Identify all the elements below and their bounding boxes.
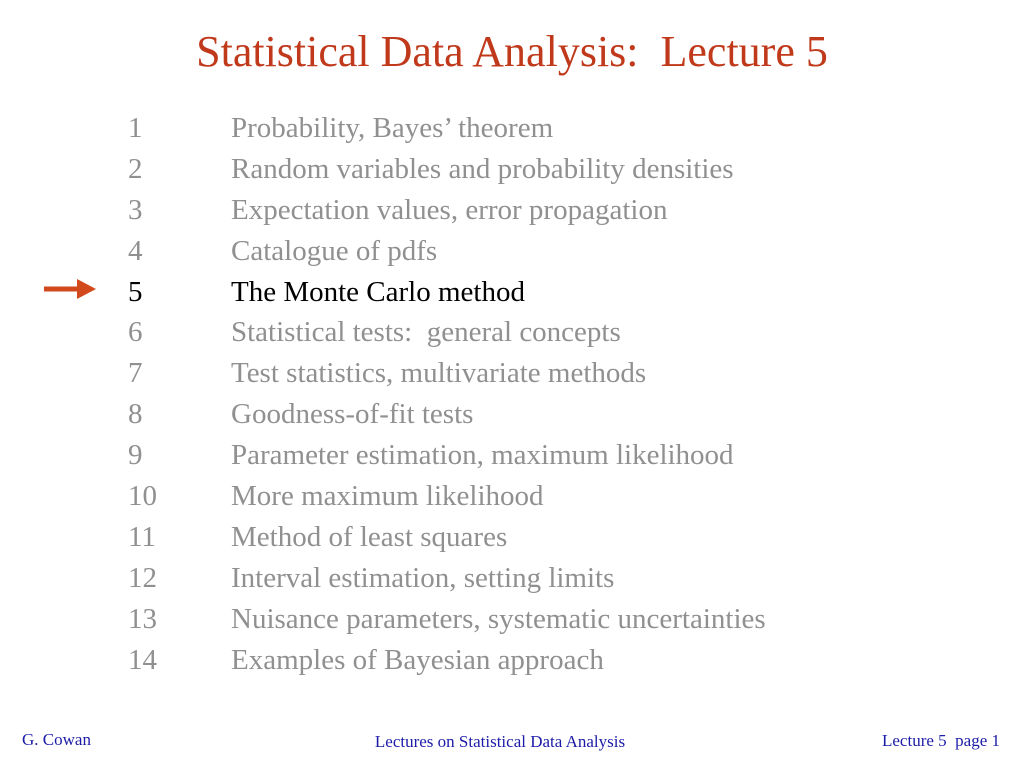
- lecture-topic: Method of least squares: [231, 520, 508, 553]
- lecture-list-item: [128, 108, 988, 149]
- lecture-list-item: [128, 353, 988, 394]
- lecture-list-item: [128, 394, 988, 435]
- lecture-topic: Test statistics, multivariate methods: [231, 357, 647, 390]
- lecture-number: 2: [128, 152, 143, 185]
- lecture-number: 5: [128, 275, 143, 308]
- lecture-number: 6: [128, 316, 143, 349]
- lecture-list-item: [128, 435, 988, 476]
- slide-title: Statistical Data Analysis: Lecture 5: [196, 27, 828, 76]
- lecture-number: 3: [128, 193, 143, 226]
- lecture-list-item: [128, 517, 988, 558]
- lecture-number: 9: [128, 439, 143, 472]
- lecture-topic: Goodness-of-fit tests: [231, 398, 474, 431]
- footer-course-title: Lectures on Statistical Data Analysis: [374, 732, 626, 751]
- lecture-list-item: [128, 190, 988, 231]
- lecture-list-item: [128, 149, 988, 190]
- lecture-list-item: [128, 558, 988, 599]
- lecture-topic: Examples of Bayesian approach: [231, 643, 604, 676]
- footer-page-number: Lecture 5 page 1: [882, 731, 1000, 750]
- lecture-number: 8: [128, 398, 143, 431]
- lecture-topic: The Monte Carlo method: [231, 275, 525, 308]
- lecture-number: 11: [128, 520, 156, 553]
- lecture-topic: Statistical tests: general concepts: [231, 316, 621, 349]
- lecture-topic: More maximum likelihood: [231, 479, 544, 512]
- lecture-topic: Expectation values, error propagation: [231, 193, 668, 226]
- lecture-topic: Nuisance parameters, systematic uncertainties: [231, 602, 766, 635]
- lecture-number: 10: [128, 479, 157, 512]
- lecture-list-item: [128, 272, 988, 313]
- lecture-list-item: [128, 599, 988, 640]
- lecture-topic: Random variables and probability densities: [231, 152, 734, 185]
- right-arrow-icon: [44, 278, 96, 300]
- lecture-number: 12: [128, 561, 157, 594]
- lecture-list-item: [128, 231, 988, 272]
- lecture-list-item: [128, 476, 988, 517]
- lecture-number: 14: [128, 643, 157, 676]
- lecture-topic: Parameter estimation, maximum likelihood: [231, 439, 734, 472]
- lecture-list-item: [128, 640, 988, 681]
- footer-author: G. Cowan: [22, 730, 91, 749]
- lecture-number: 4: [128, 234, 143, 267]
- lecture-number: 13: [128, 602, 157, 635]
- lecture-list: [128, 108, 988, 680]
- lecture-topic: Catalogue of pdfs: [231, 234, 438, 267]
- lecture-number: 7: [128, 357, 143, 390]
- lecture-topic: Probability, Bayes’ theorem: [231, 111, 554, 144]
- lecture-list-item: [128, 312, 988, 353]
- lecture-number: 1: [128, 111, 143, 144]
- lecture-topic: Interval estimation, setting limits: [231, 561, 615, 594]
